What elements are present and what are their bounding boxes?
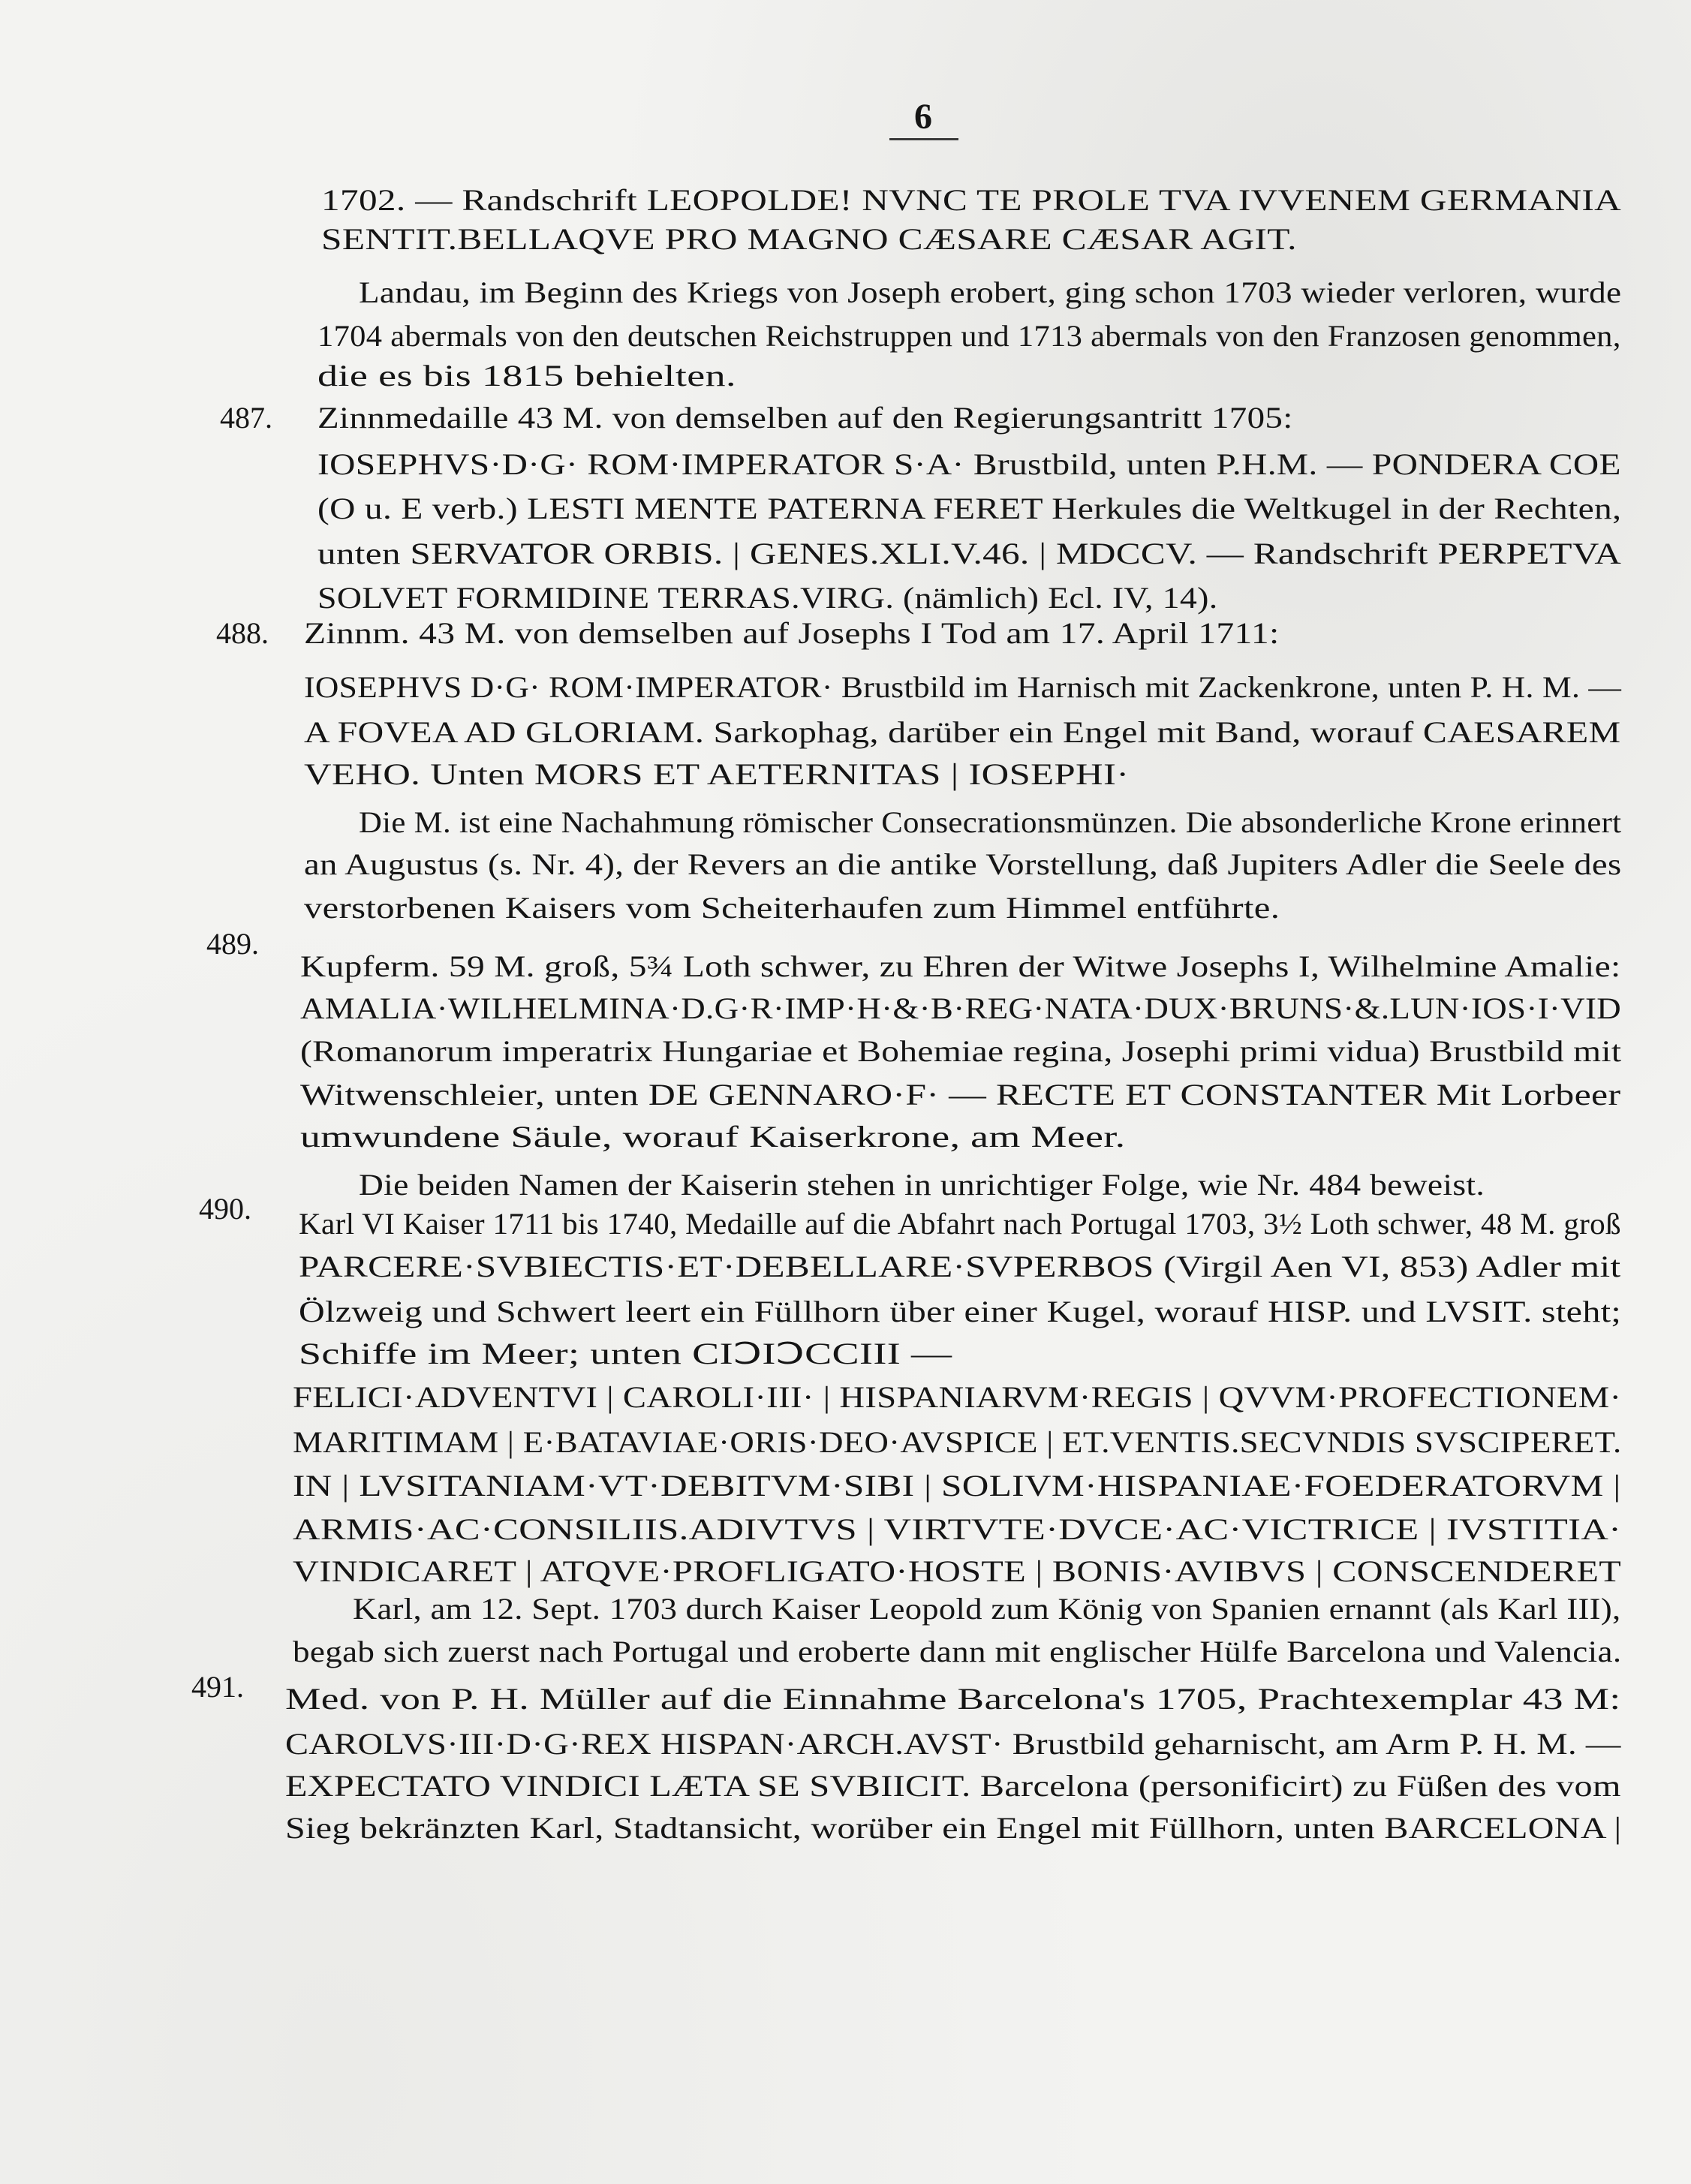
text-line: an Augustus (s. Nr. 4), der Revers an die antike Vorstellung, daß Jupiters Adler die Seele des — [304, 847, 1622, 881]
entry-number: 489. — [206, 927, 259, 961]
text-line: IOSEPHVS·D·G· ROM·IMPERATOR S·A· Brustbild, unten P.H.M. — PONDERA COE — [317, 447, 1621, 481]
entry-number: 490. — [199, 1192, 251, 1226]
text-line: Kupferm. 59 M. groß, 5¾ Loth schwer, zu Ehren der Witwe Josephs I, Wilhelmine Amalie: — [300, 949, 1621, 983]
text-line: EXPECTATO VINDICI LÆTA SE SVBIICIT. Barcelona (personificirt) zu Füßen des vom — [285, 1769, 1621, 1803]
entry-number: 491. — [191, 1670, 244, 1704]
text-line: IOSEPHVS D·G· ROM·IMPERATOR· Brustbild im Harnisch mit Zackenkrone, unten P. H. M. — — [304, 670, 1622, 704]
text-line: begab sich zuerst nach Portugal und eroberte dann mit englischer Hülfe Barcelona und Valencia. — [293, 1635, 1622, 1668]
text-line: 1704 abermals von den deutschen Reichstruppen und 1713 abermals von den Franzosen genommen, — [317, 319, 1621, 353]
entry-number: 487. — [220, 401, 272, 435]
text-line: VINDICARET | ATQVE·PROFLIGATO·HOSTE | BONIS·AVIBVS | CONSCENDERET — [293, 1554, 1622, 1588]
text-line: MARITIMAM | E·BATAVIAE·ORIS·DEO·AVSPICE | ET.VENTIS.SECVNDIS SVSCIPERET. — [293, 1425, 1622, 1459]
text-line: Zinnmedaille 43 M. von demselben auf den Regierungsantritt 1705: — [317, 401, 1293, 435]
text-line: Karl VI Kaiser 1711 bis 1740, Medaille auf die Abfahrt nach Portugal 1703, 3½ Loth schwer, 48 M. groß — [299, 1207, 1621, 1241]
text-line: 1702. — Randschrift LEOPOLDE! NVNC TE PROLE TVA IVVENEM GERMANIA — [321, 183, 1622, 217]
text-line: Landau, im Beginn des Kriegs von Joseph erobert, ging schon 1703 wieder verloren, wurde — [359, 275, 1622, 309]
text-line: Die M. ist eine Nachahmung römischer Consecrationsmünzen. Die absonderliche Krone erinnert — [359, 805, 1622, 839]
text-line: ARMIS·AC·CONSILIIS.ADIVTVS | VIRTVTE·DVCE·AC·VICTRICE | IVSTITIA· — [293, 1512, 1622, 1546]
text-line: PARCERE·SVBIECTIS·ET·DEBELLARE·SVPERBOS (Virgil Aen VI, 853) Adler mit — [299, 1250, 1621, 1283]
text-line: (O u. E verb.) LESTI MENTE PATERNA FERET Herkules die Weltkugel in der Rechten, — [317, 492, 1622, 525]
text-line: SOLVET FORMIDINE TERRAS.VIRG. (nämlich) Ecl. IV, 14). — [317, 581, 1218, 615]
text-line: FELICI·ADVENTVI | CAROLI·III· | HISPANIARVM·REGIS | QVVM·PROFECTIONEM· — [293, 1380, 1622, 1414]
text-line: Die beiden Namen der Kaiserin stehen in unrichtiger Folge, wie Nr. 484 beweist. — [359, 1168, 1485, 1202]
text-line: umwundene Säule, worauf Kaiserkrone, am Meer. — [300, 1120, 1126, 1154]
text-line: VEHO. Unten MORS ET AETERNITAS | IOSEPHI· — [304, 757, 1130, 791]
text-line: Karl, am 12. Sept. 1703 durch Kaiser Leopold zum König von Spanien ernannt (als Karl III), — [353, 1592, 1621, 1626]
text-line: AMALIA·WILHELMINA·D.G·R·IMP·H·&·B·REG·NATA·DUX·BRUNS·&.LUN·IOS·I·VID — [300, 991, 1621, 1025]
text-line: Schiffe im Meer; unten CIↃIↃCCIII — — [299, 1337, 952, 1370]
text-line: Med. von P. H. Müller auf die Einnahme Barcelona's 1705, Prachtexemplar 43 M: — [285, 1682, 1621, 1716]
entry-number: 488. — [216, 616, 269, 650]
text-line: Ölzweig und Schwert leert ein Füllhorn über einer Kugel, worauf HISP. und LVSIT. steht; — [299, 1295, 1622, 1328]
page-number-rule — [889, 138, 958, 140]
text-line: SENTIT.BELLAQVE PRO MAGNO CÆSARE CÆSAR AGIT. — [321, 222, 1297, 256]
text-line: Sieg bekränzten Karl, Stadtansicht, worüber ein Engel mit Füllhorn, unten BARCELONA | — [285, 1811, 1622, 1845]
text-line: (Romanorum imperatrix Hungariae et Bohemiae regina, Josephi primi vidua) Brustbild mit — [300, 1034, 1622, 1068]
text-line: verstorbenen Kaisers vom Scheiterhaufen zum Himmel entführte. — [304, 891, 1280, 925]
text-line: unten SERVATOR ORBIS. | GENES.XLI.V.46. | MDCCV. — Randschrift PERPETVA — [317, 537, 1622, 570]
text-line: Witwenschleier, unten DE GENNARO·F· — RECTE ET CONSTANTER Mit Lorbeer — [300, 1078, 1621, 1112]
text-line: CAROLVS·III·D·G·REX HISPAN·ARCH.AVST· Brustbild geharnischt, am Arm P. H. M. — — [285, 1727, 1621, 1761]
text-line: Zinnm. 43 M. von demselben auf Josephs I Tod am 17. April 1711: — [304, 616, 1280, 650]
page-number: 6 — [914, 97, 932, 137]
text-line: IN | LVSITANIAM·VT·DEBITVM·SIBI | SOLIVM·HISPANIAE·FOEDERATORVM | — [293, 1469, 1621, 1503]
text-line: A FOVEA AD GLORIAM. Sarkophag, darüber ein Engel mit Band, worauf CAESAREM — [304, 715, 1621, 749]
text-line: die es bis 1815 behielten. — [317, 359, 736, 393]
